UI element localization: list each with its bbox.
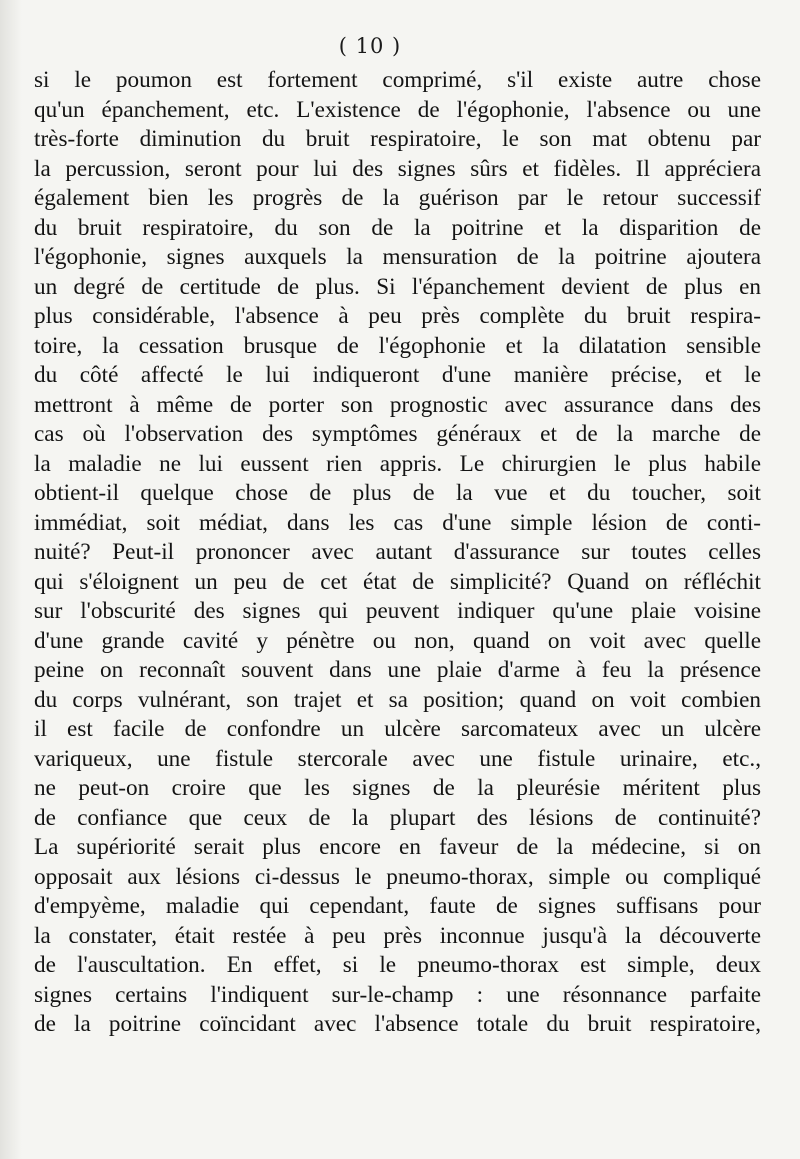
text-line: mettront à même de porter son prognostic avec assurance dans des: [34, 391, 761, 418]
text-line: variqueux, une fistule stercorale avec une fistule urinaire, etc.,: [34, 745, 761, 772]
text-line: de la poitrine coïncidant avec l'absence totale du bruit respiratoire,: [34, 1011, 761, 1037]
text-line: si le poumon est fortement comprimé, s'il existe autre chose: [34, 67, 761, 93]
text-line: cas où l'observation des symptômes généraux et de la marche de: [34, 421, 761, 447]
text-line: du corps vulnérant, son trajet et sa position; quand on voit combien: [34, 686, 761, 713]
text-line: ne peut-on croire que les signes de la pleurésie méritent plus: [34, 775, 761, 801]
text-line: toire, la cessation brusque de l'égophonie et la dilatation sensible: [34, 332, 761, 359]
text-line: très-forte diminution du bruit respiratoire, le son mat obtenu par: [34, 126, 761, 152]
text-line: signes certains l'indiquent sur-le-champ : une résonnance parfaite: [34, 981, 761, 1008]
text-line: qui s'éloignent un peu de cet état de simplicité? Quand on réfléchit: [34, 568, 761, 595]
text-line: d'une grande cavité y pénètre ou non, quand on voit avec quelle: [34, 627, 761, 654]
page-number: ( 10 ): [338, 34, 402, 58]
text-line: de l'auscultation. En effet, si le pneumo-thorax est simple, deux: [34, 952, 761, 978]
text-line: la percussion, seront pour lui des signes sûrs et fidèles. Il appréciera: [34, 155, 761, 182]
text-line: un degré de certitude de plus. Si l'épanchement devient de plus en: [34, 273, 761, 300]
text-line: peine on reconnaît souvent dans une plaie d'arme à feu la présence: [34, 657, 761, 683]
text-line: immédiat, soit médiat, dans les cas d'une simple lésion de conti-: [34, 509, 761, 536]
text-line: l'égophonie, signes auxquels la mensuration de la poitrine ajoutera: [34, 244, 761, 270]
text-line: du bruit respiratoire, du son de la poitrine et la disparition de: [34, 214, 761, 241]
text-line: plus considérable, l'absence à peu près complète du bruit respira-: [34, 303, 761, 329]
text-line: la constater, était restée à peu près inconnue jusqu'à la découverte: [34, 922, 761, 949]
text-line: du côté affecté le lui indiqueront d'une manière précise, et le: [34, 362, 761, 388]
text-line: de confiance que ceux de la plupart des lésions de continuité?: [34, 804, 761, 831]
text-line: opposait aux lésions ci-dessus le pneumo-thorax, simple ou compliqué: [34, 863, 761, 890]
text-line: La supériorité serait plus encore en faveur de la médecine, si on: [34, 834, 761, 860]
text-line: qu'un épanchement, etc. L'existence de l'égophonie, l'absence ou une: [34, 96, 761, 123]
text-line: sur l'obscurité des signes qui peuvent indiquer qu'une plaie voisine: [34, 598, 761, 624]
text-line: nuité? Peut-il prononcer avec autant d'assurance sur toutes celles: [34, 539, 761, 565]
text-line: d'empyème, maladie qui cependant, faute de signes suffisans pour: [34, 893, 761, 919]
text-line: obtient-il quelque chose de plus de la vue et du toucher, soit: [34, 480, 761, 506]
text-line: la maladie ne lui eussent rien appris. Le chirurgien le plus habile: [34, 450, 761, 477]
body-text: [34, 66, 761, 1040]
text-line: il est facile de confondre un ulcère sarcomateux avec un ulcère: [34, 716, 761, 742]
text-line: également bien les progrès de la guérison par le retour successif: [34, 185, 761, 211]
